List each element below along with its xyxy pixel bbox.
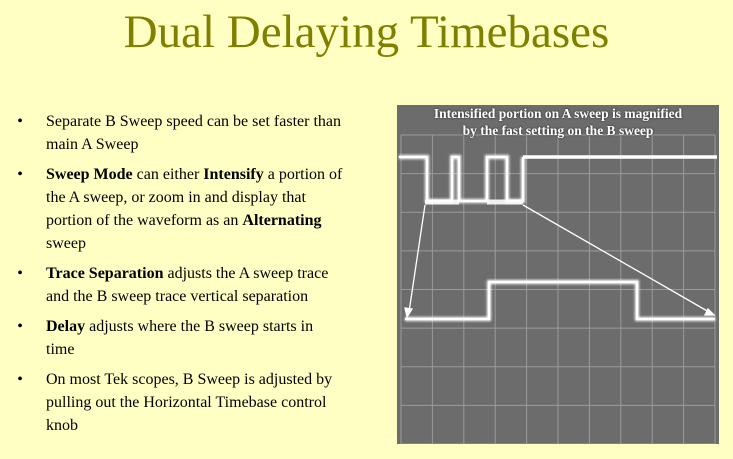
bullet-text: adjusts the A sweep trace and the B sweep trace vertical separation xyxy=(46,265,329,305)
bullet-dot: • xyxy=(17,113,23,130)
oscilloscope-screen xyxy=(397,105,719,444)
bullet-text: sweep xyxy=(46,235,86,252)
bullet-item xyxy=(14,110,344,156)
scope-caption-line-2: by the fast setting on the B sweep xyxy=(462,123,654,138)
bullet-item xyxy=(14,368,344,437)
bullet-bold-term: Trace Separation xyxy=(46,265,164,282)
bullet-text: adjusts where the B sweep starts in time xyxy=(46,318,314,358)
bullet-bold-term: Intensify xyxy=(203,166,264,183)
bullet-dot: • xyxy=(17,166,23,183)
bullet-item xyxy=(14,262,344,308)
scope-caption-line-1: Intensified portion on A sweep is magnified xyxy=(433,106,683,121)
scope-caption xyxy=(397,105,719,139)
bullet-item xyxy=(14,163,344,255)
bullet-item xyxy=(14,315,344,361)
bullet-bold-term: Sweep Mode xyxy=(46,166,133,183)
bullet-text: can either xyxy=(132,166,204,183)
bullet-text: On most Tek scopes, B Sweep is adjusted by pulling out the Horizontal Timebase control knob xyxy=(46,371,333,434)
bullet-text: Separate B Sweep speed can be set faster than main A Sweep xyxy=(46,113,341,153)
bullet-bold-term: Delay xyxy=(46,318,86,335)
bullet-dot: • xyxy=(17,371,23,388)
slide-title: Dual Delaying Timebases xyxy=(123,6,610,58)
bullet-list xyxy=(14,110,344,444)
bullet-bold-term: Alternating xyxy=(242,212,322,229)
bullet-text: a portion of the A sweep, or zoom in and display that portion of the waveform as an xyxy=(46,166,343,229)
oscilloscope-image xyxy=(397,105,719,444)
bullet-dot: • xyxy=(17,318,23,335)
bullet-dot: • xyxy=(17,265,23,282)
